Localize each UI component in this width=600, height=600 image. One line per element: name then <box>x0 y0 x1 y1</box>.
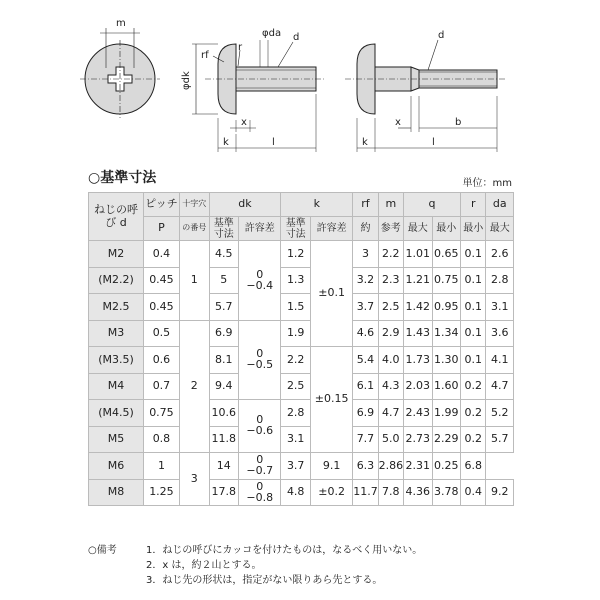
cell-dk: 8.1 <box>209 347 239 374</box>
cell-q-min: 0.95 <box>432 294 461 321</box>
label-k-1: k <box>223 137 229 148</box>
tol-upper: 0 <box>256 453 264 467</box>
cell-r: 0.4 <box>461 479 486 506</box>
cell-r: 0.1 <box>461 267 486 294</box>
cell-da: 9.2 <box>486 479 514 506</box>
cell-r: 0.2 <box>461 426 486 453</box>
cell-m: 5.0 <box>378 426 403 453</box>
header-row-1 <box>89 193 514 217</box>
tol-upper: 0 <box>256 347 264 361</box>
label-l-1: l <box>272 137 275 148</box>
cell-rf: 6.1 <box>353 373 378 400</box>
cell-r: 0.2 <box>461 373 486 400</box>
head-front-view <box>80 28 160 118</box>
cell-q-max: 1.21 <box>403 267 432 294</box>
label-rf: rf <box>201 50 209 61</box>
tol-lower: −0.4 <box>246 278 274 292</box>
side-view-full-thread <box>192 40 325 152</box>
tol-lower: −0.5 <box>246 358 274 372</box>
label-d-1: d <box>293 32 300 43</box>
cell-pitch: 0.45 <box>143 294 179 321</box>
cell-dk: 4.5 <box>209 241 239 268</box>
cell-k: 2.8 <box>281 400 311 427</box>
header-q-min: 最小 <box>432 217 461 241</box>
cell-da: 5.2 <box>486 400 514 427</box>
cell-pitch: 0.4 <box>143 241 179 268</box>
header-rf: rf <box>353 193 378 217</box>
cell-da: 3.1 <box>486 294 514 321</box>
remarks-label: ○備考 <box>88 545 117 556</box>
remarks <box>88 543 422 588</box>
label-d-2: d <box>438 30 445 41</box>
cell-r: 0.25 <box>432 453 461 480</box>
header-rf-sub: 約 <box>353 217 378 241</box>
cell-m: 4.3 <box>378 373 403 400</box>
cell-q-max: 2.43 <box>403 400 432 427</box>
header-dk: dk <box>209 193 281 217</box>
cell-rf: 5.4 <box>353 347 378 374</box>
cell-k: 2.2 <box>281 347 311 374</box>
cell-k: 2.5 <box>281 373 311 400</box>
cell-k-tol: ±0.1 <box>310 241 352 347</box>
cell-m: 4.0 <box>378 347 403 374</box>
table-row <box>89 479 514 506</box>
remark-item: 1．ねじの呼びにカッコを付けたものは，なるべく用いない。 <box>146 545 423 556</box>
cell-r: 0.1 <box>461 294 486 321</box>
table-row <box>89 267 514 294</box>
cell-q-max: 2.86 <box>378 453 403 480</box>
cell-dk-tol <box>239 453 281 480</box>
header-k: k <box>281 193 353 217</box>
cell-k: 1.9 <box>281 320 311 347</box>
cell-pitch: 0.7 <box>143 373 179 400</box>
cell-q-max: 1.42 <box>403 294 432 321</box>
cell-da: 5.7 <box>486 426 514 453</box>
header-da-max: 最大 <box>486 217 514 241</box>
cell-da: 2.6 <box>486 241 514 268</box>
cell-r: 0.1 <box>461 347 486 374</box>
cell-nominal: M8 <box>89 479 144 506</box>
cell-rf: 4.6 <box>353 320 378 347</box>
cell-q-min: 1.30 <box>432 347 461 374</box>
header-dk-tol: 許容差 <box>239 217 281 241</box>
label-b: b <box>455 117 462 128</box>
tol-lower: −0.8 <box>246 490 274 504</box>
cell-pitch: 0.5 <box>143 320 179 347</box>
cell-nominal: M2.5 <box>89 294 144 321</box>
side-view-reduced-shank <box>345 40 505 152</box>
unit-label: 単位：mm <box>462 178 512 189</box>
remark-item: 3．ねじ先の形状は，指定がない限りあら先とする。 <box>146 575 383 586</box>
cell-dk-tol <box>239 479 281 506</box>
cell-da: 4.7 <box>486 373 514 400</box>
cell-dk: 5.7 <box>209 294 239 321</box>
cell-k: 3.1 <box>281 426 311 453</box>
cell-q-min: 1.34 <box>432 320 461 347</box>
cell-m: 2.3 <box>378 267 403 294</box>
cell-rf: 7.7 <box>353 426 378 453</box>
label-da: φda <box>262 28 282 39</box>
cell-nominal: M2 <box>89 241 144 268</box>
header-m: m <box>378 193 403 217</box>
header-pitch: ピッチ <box>143 193 179 217</box>
label-m: m <box>116 18 126 29</box>
cell-da: 3.6 <box>486 320 514 347</box>
screw-technical-drawing <box>0 0 600 165</box>
tol-upper: 0 <box>256 413 264 427</box>
header-nominal: ねじの呼び d <box>89 193 144 241</box>
cell-nominal: M5 <box>89 426 144 453</box>
cell-nominal: (M2.2) <box>89 267 144 294</box>
cell-k: 4.8 <box>281 479 311 506</box>
cell-rf: 6.9 <box>353 400 378 427</box>
cell-pitch: 1 <box>143 453 179 480</box>
cell-k-tol: ±0.15 <box>310 347 352 453</box>
cell-q-min: 1.99 <box>432 400 461 427</box>
cell-k: 3.7 <box>281 453 311 480</box>
cell-rf: 9.1 <box>310 453 352 480</box>
cell-r: 0.1 <box>461 320 486 347</box>
table-row <box>89 347 514 374</box>
table-row <box>89 241 514 268</box>
label-x-1: x <box>241 117 247 128</box>
cell-nominal: M4 <box>89 373 144 400</box>
cell-q-max: 1.43 <box>403 320 432 347</box>
cell-rf: 3 <box>353 241 378 268</box>
cell-dk-tol <box>239 400 281 453</box>
cell-dk-tol <box>239 320 281 400</box>
cell-dk: 6.9 <box>209 320 239 347</box>
cell-dk: 17.8 <box>209 479 239 506</box>
cell-pitch: 0.75 <box>143 400 179 427</box>
label-dk: φdk <box>181 71 192 90</box>
cell-m: 2.2 <box>378 241 403 268</box>
header-q: q <box>403 193 460 217</box>
cell-dk: 14 <box>209 453 239 480</box>
cell-nominal: (M4.5) <box>89 400 144 427</box>
cell-q-min: 3.78 <box>432 479 461 506</box>
tol-upper: 0 <box>256 267 264 281</box>
cell-m: 7.8 <box>378 479 403 506</box>
remark-item: 2．x は，約２山とする。 <box>146 560 262 571</box>
cell-q-min: 0.65 <box>432 241 461 268</box>
cell-pitch: 0.6 <box>143 347 179 374</box>
cell-rf: 11.7 <box>353 479 378 506</box>
header-k-tol: 許容差 <box>310 217 352 241</box>
header-r: r <box>461 193 486 217</box>
cell-cross-group: 1 <box>179 241 209 321</box>
cell-dk: 11.8 <box>209 426 239 453</box>
cell-da: 4.1 <box>486 347 514 374</box>
cell-q-max: 1.01 <box>403 241 432 268</box>
cell-k: 1.2 <box>281 241 311 268</box>
cell-k-tol: ±0.2 <box>310 479 352 506</box>
cell-r: 0.2 <box>461 400 486 427</box>
cell-cross-group: 2 <box>179 320 209 453</box>
cell-k: 1.5 <box>281 294 311 321</box>
cell-m: 6.3 <box>353 453 378 480</box>
cell-q-min: 2.31 <box>403 453 432 480</box>
cell-dk-tol <box>239 241 281 321</box>
cell-pitch: 0.8 <box>143 426 179 453</box>
header-q-max: 最大 <box>403 217 432 241</box>
cell-pitch: 0.45 <box>143 267 179 294</box>
cell-pitch: 1.25 <box>143 479 179 506</box>
remarks-list <box>146 543 422 588</box>
cell-dk: 5 <box>209 267 239 294</box>
cell-q-max: 4.36 <box>403 479 432 506</box>
cell-q-max: 2.73 <box>403 426 432 453</box>
label-k-2: k <box>362 137 368 148</box>
cell-cross-group: 3 <box>179 453 209 506</box>
tol-upper: 0 <box>256 479 264 493</box>
table-row <box>89 426 514 453</box>
header-cross: 十字穴 <box>179 193 209 217</box>
cell-dk: 10.6 <box>209 400 239 427</box>
label-r: r <box>238 42 243 53</box>
cell-da: 6.8 <box>461 453 486 480</box>
cell-nominal: M6 <box>89 453 144 480</box>
cell-q-min: 0.75 <box>432 267 461 294</box>
table-row <box>89 373 514 400</box>
cell-q-max: 2.03 <box>403 373 432 400</box>
dimension-table <box>88 192 514 506</box>
tol-lower: −0.7 <box>246 464 274 478</box>
cell-q-max: 1.73 <box>403 347 432 374</box>
header-m-sub: 参考 <box>378 217 403 241</box>
cell-k: 1.3 <box>281 267 311 294</box>
cell-q-min: 2.29 <box>432 426 461 453</box>
table-row <box>89 320 514 347</box>
header-r-min: 最小 <box>461 217 486 241</box>
header-dk-base: 基準 寸法 <box>209 217 239 241</box>
cell-nominal: M3 <box>89 320 144 347</box>
tol-lower: −0.6 <box>246 424 274 438</box>
header-cross-sub: の番号 <box>179 217 209 241</box>
table-row <box>89 400 514 427</box>
cell-rf: 3.2 <box>353 267 378 294</box>
cell-r: 0.1 <box>461 241 486 268</box>
cell-dk: 9.4 <box>209 373 239 400</box>
table-row <box>89 453 514 480</box>
cell-da: 2.8 <box>486 267 514 294</box>
cell-rf: 3.7 <box>353 294 378 321</box>
table-row <box>89 294 514 321</box>
header-pitch-sub: P <box>143 217 179 241</box>
label-x-2: x <box>395 117 401 128</box>
section-title: ○基準寸法 <box>88 170 157 186</box>
header-k-base: 基準 寸法 <box>281 217 311 241</box>
cell-q-min: 1.60 <box>432 373 461 400</box>
label-l-2: l <box>432 137 435 148</box>
header-row-2 <box>89 217 514 241</box>
cell-m: 2.5 <box>378 294 403 321</box>
header-da: da <box>486 193 514 217</box>
cell-m: 4.7 <box>378 400 403 427</box>
cell-nominal: (M3.5) <box>89 347 144 374</box>
cell-m: 2.9 <box>378 320 403 347</box>
